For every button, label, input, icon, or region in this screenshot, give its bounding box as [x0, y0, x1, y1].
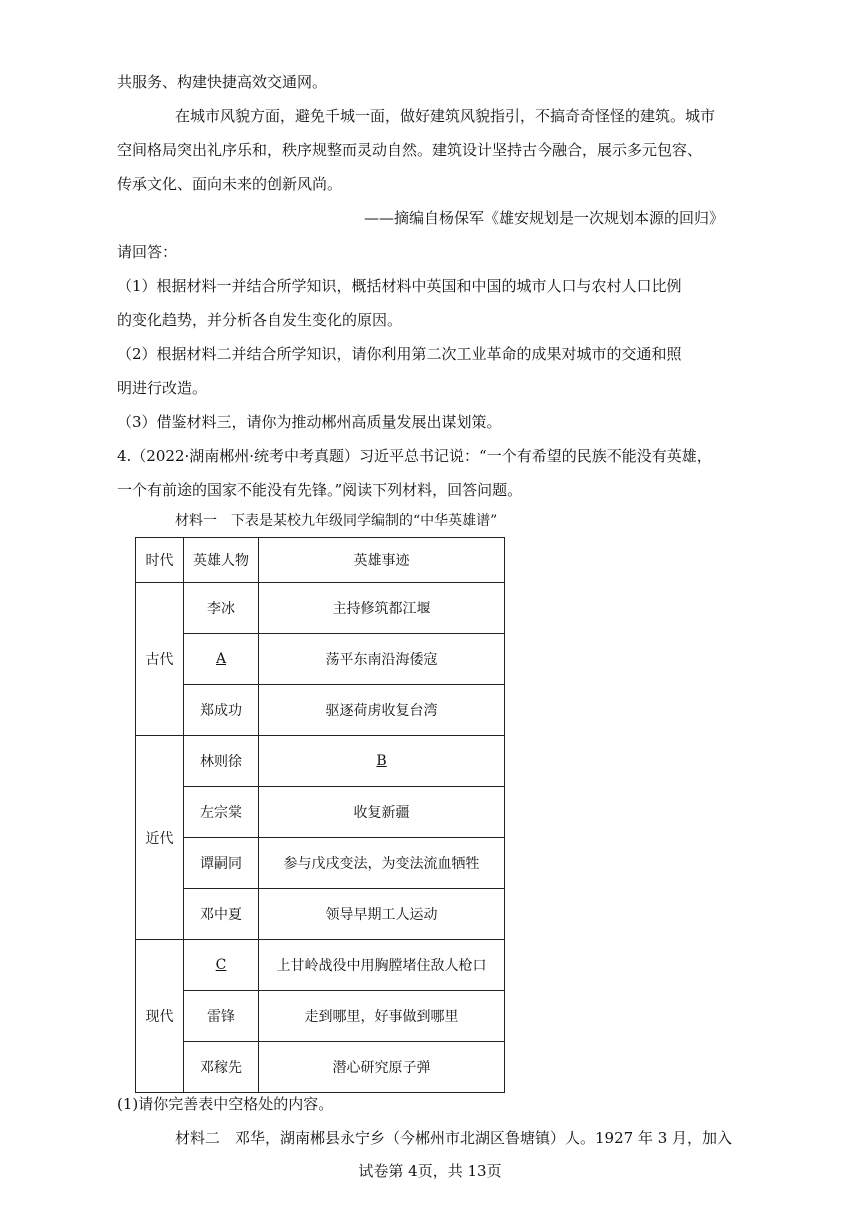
- page-footer: 试卷第 4页，共 13页: [358, 1162, 502, 1180]
- table-row: [136, 838, 505, 889]
- table-row: [136, 685, 505, 736]
- question-2-line: （2）根据材料二并结合所学知识，请你利用第二次工业革命的成果对城市的交通和照: [117, 345, 682, 363]
- hero-cell: 邓稼先: [184, 1042, 259, 1093]
- table-row: [136, 889, 505, 940]
- era-cell: 现代: [136, 940, 184, 1093]
- table-row: [136, 1042, 505, 1093]
- deed-cell: 荡平东南沿海倭寇: [259, 634, 505, 685]
- hero-cell: 左宗棠: [184, 787, 259, 838]
- deed-cell: 潜心研究原子弹: [259, 1042, 505, 1093]
- paragraph-line: 在城市风貌方面，避免千城一面，做好建筑风貌指引，不搞奇奇怪怪的建筑。城市: [175, 107, 716, 125]
- hero-cell: 李冰: [184, 583, 259, 634]
- hero-table: [135, 537, 505, 1093]
- table-header: 时代: [136, 538, 184, 583]
- material-1-intro: 材料一 下表是某校九年级同学编制的“中华英雄谱”: [175, 513, 498, 529]
- hero-cell: 雷锋: [184, 991, 259, 1042]
- question-1-line: （1）根据材料一并结合所学知识，概括材料中英国和中国的城市人口与农村人口比例: [117, 277, 682, 295]
- sub-question-1: (1)请你完善表中空格处的内容。: [117, 1095, 334, 1113]
- question-4-line: 一个有前途的国家不能没有先锋。”阅读下列材料，回答问题。: [117, 481, 523, 499]
- hero-cell: 邓中夏: [184, 889, 259, 940]
- hero-cell: 郑成功: [184, 685, 259, 736]
- table-row: [136, 940, 505, 991]
- table-header: 英雄人物: [184, 538, 259, 583]
- table-row: [136, 583, 505, 634]
- era-cell: 古代: [136, 583, 184, 736]
- paragraph-line: 共服务、构建快捷高效交通网。: [117, 73, 328, 91]
- table-row: [136, 736, 505, 787]
- deed-cell: 收复新疆: [259, 787, 505, 838]
- table-header: 英雄事迹: [259, 538, 505, 583]
- question-4-line: 4.（2022·湖南郴州·统考中考真题）习近平总书记说：“一个有希望的民族不能没有英雄，: [117, 447, 712, 465]
- hero-cell: 谭嗣同: [184, 838, 259, 889]
- blank-b: B: [259, 736, 505, 787]
- table-row: [136, 634, 505, 685]
- paragraph-line: 传承文化、面向未来的创新风尚。: [117, 175, 343, 193]
- table-row: [136, 787, 505, 838]
- table-row: [136, 991, 505, 1042]
- deed-cell: 驱逐荷虏收复台湾: [259, 685, 505, 736]
- deed-cell: 走到哪里，好事做到哪里: [259, 991, 505, 1042]
- deed-cell: 主持修筑都江堰: [259, 583, 505, 634]
- answer-prompt: 请回答：: [117, 243, 178, 261]
- hero-cell: 林则徐: [184, 736, 259, 787]
- blank-c: C: [184, 940, 259, 991]
- deed-cell: 领导早期工人运动: [259, 889, 505, 940]
- question-2-line: 明进行改造。: [117, 379, 208, 397]
- deed-cell: 上甘岭战役中用胸膛堵住敌人枪口: [259, 940, 505, 991]
- table-header-row: [136, 538, 505, 583]
- era-cell: 近代: [136, 736, 184, 940]
- blank-a: A: [184, 634, 259, 685]
- source-citation: ——摘编自杨保军《雄安规划是一次规划本源的回归》: [363, 209, 724, 227]
- material-2-line: 材料二 邓华，湖南郴县永宁乡（今郴州市北湖区鲁塘镇）人。1927 年 3 月，加入: [175, 1129, 733, 1147]
- question-1-line: 的变化趋势，并分析各自发生变化的原因。: [117, 311, 403, 329]
- deed-cell: 参与戊戌变法，为变法流血牺牲: [259, 838, 505, 889]
- paragraph-line: 空间格局突出礼序乐和，秩序规整而灵动自然。建筑设计坚持古今融合，展示多元包容、: [117, 141, 703, 159]
- question-3: （3）借鉴材料三，请你为推动郴州高质量发展出谋划策。: [117, 413, 502, 431]
